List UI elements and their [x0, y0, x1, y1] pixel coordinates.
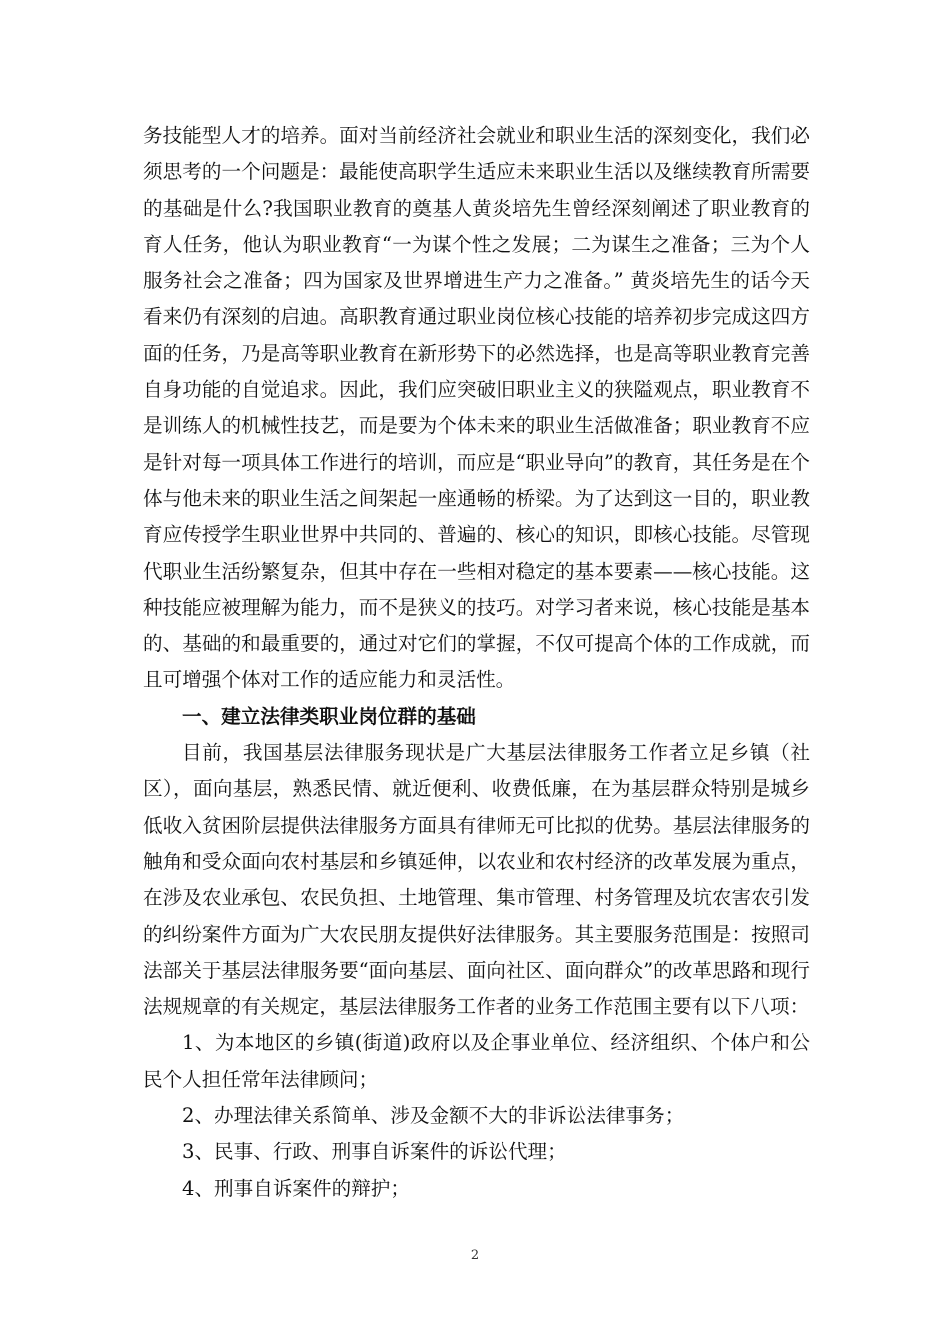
list-item: 2、办理法律关系简单、涉及金额不大的非诉讼法律事务； — [182, 1104, 685, 1128]
document-body — [143, 118, 810, 1207]
list-item: 1、为本地区的乡镇(街道)政府以及企事业单位、经济组织、个体户和公民个人担任常年法律顾问； — [143, 1031, 810, 1091]
section-heading: 一、建立法律类职业岗位群的基础 — [182, 704, 476, 728]
page-number: 2 — [470, 1248, 480, 1263]
intro-paragraph: 务技能型人才的培养。面对当前经济社会就业和职业生活的深刻变化，我们必须思考的一个问题是：最能使高职学生适应未来职业生活以及继续教育所需要的基础是什么?我国职业教育的奠基人黄炎培先生曾经深刻阐述了职业教育的育人任务，他认为职业教育“一为谋个性之发展；二为谋生之准备；三为个人服务社会之准备；四为国家及世界增进生产力之准备。” 黄炎培先生的话今天看来仍有深刻的启迪。高职教育通过职业岗位核心技能的培养初步完成这四方面的任务，乃是高等职业教育在新形势下的必然选择，也是高等职业教育完善自身功能的自觉追求。因此，我们应突破旧职业主义的狭隘观点，职业教育不是训练人的机械性技艺，而是要为个体未来的职业生活做准备；职业教育不应是针对每一项具体工作进行的培训，而应是“职业导向”的教育，其任务是在个体与他未来的职业生活之间架起一座通畅的桥梁。为了达到这一目的，职业教育应传授学生职业世界中共同的、普遍的、核心的知识，即核心技能。尽管现代职业生活纷繁复杂，但其中存在一些相对稳定的基本要素——核心技能。这种技能应被理解为能力，而不是狭义的技巧。对学习者来说，核心技能是基本的、基础的和最重要的，通过对它们的掌握，不仅可提高个体的工作成就，而且可增强个体对工作的适应能力和灵活性。 — [143, 124, 810, 692]
section-paragraph: 目前，我国基层法律服务现状是广大基层法律服务工作者立足乡镇（社区），面向基层，熟悉民情、就近便利、收费低廉，在为基层群众特别是城乡低收入贫困阶层提供法律服务方面具有律师无可比拟的优势。基层法律服务的触角和受众面向农村基层和乡镇延伸，以农业和农村经济的改革发展为重点，在涉及农业承包、农民负担、土地管理、集市管理、村务管理及坑农害农引发的纠纷案件方面为广大农民朋友提供好法律服务。其主要服务范围是：按照司法部关于基层法律服务要“面向基层、面向社区、面向群众”的改革思路和现行法规规章的有关规定，基层法律服务工作者的业务工作范围主要有以下八项： — [143, 741, 810, 1019]
list-item: 3、民事、行政、刑事自诉案件的诉讼代理； — [182, 1140, 567, 1164]
list-item: 4、刑事自诉案件的辩护； — [182, 1176, 410, 1200]
